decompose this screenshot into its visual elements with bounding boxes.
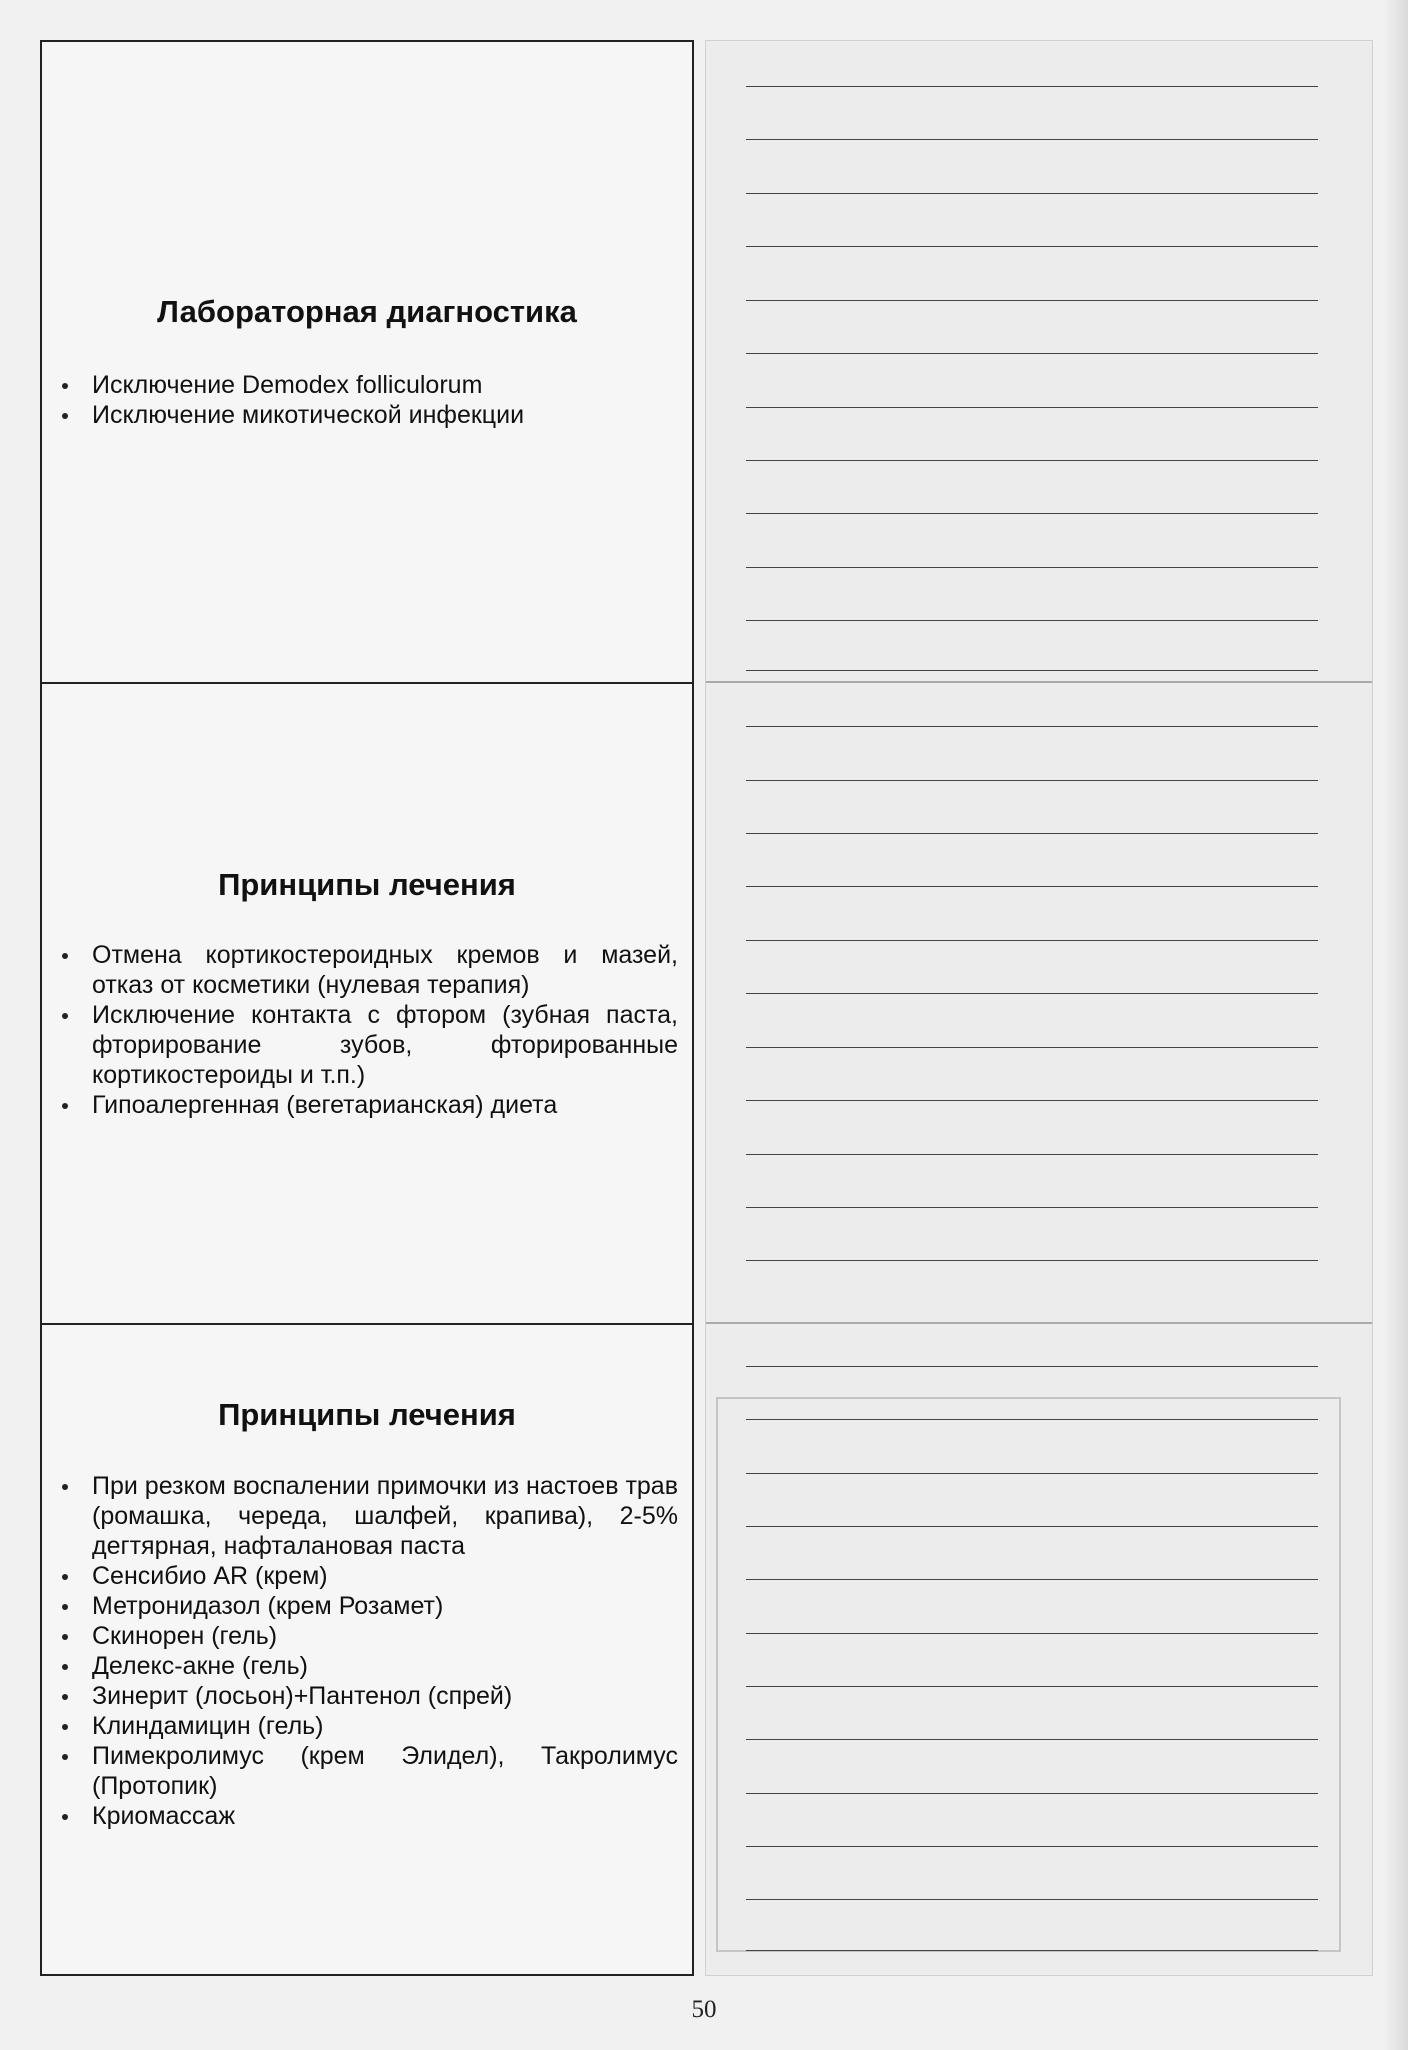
bullet-list — [56, 1471, 678, 1831]
list-item: Скинорен (гель) — [56, 1621, 678, 1651]
note-line — [746, 1579, 1318, 1580]
slide-laboratory-diagnostics — [42, 42, 692, 682]
bullet-list — [56, 370, 678, 430]
list-item: Пимекролимус (крем Элидел), Такролимус (Протопик) — [56, 1741, 678, 1801]
scan-edge-shadow — [1384, 0, 1408, 2050]
note-line — [746, 1207, 1318, 1208]
note-line — [746, 1047, 1318, 1048]
list-item: Гипоалергенная (вегетарианская) диета — [56, 1090, 678, 1120]
note-line — [746, 1899, 1318, 1900]
note-line — [746, 513, 1318, 514]
note-line — [746, 246, 1318, 247]
note-line — [746, 1260, 1318, 1261]
list-item: Криомассаж — [56, 1801, 678, 1831]
note-line — [746, 1633, 1318, 1634]
slides-column — [40, 40, 694, 1976]
list-item: Исключение контакта с фтором (зубная паста, фторирование зубов, фторированные кортикостероиды и т.п.) — [56, 1000, 678, 1090]
note-line — [746, 139, 1318, 140]
note-line — [746, 86, 1318, 87]
note-line — [746, 1100, 1318, 1101]
bleed-through-table-frame — [716, 1397, 1341, 1952]
note-line — [746, 1419, 1318, 1420]
note-line — [746, 940, 1318, 941]
list-item: Отмена кортикостероидных кремов и мазей, отказ от косметики (нулевая терапия) — [56, 940, 678, 1000]
note-line — [746, 407, 1318, 408]
notes-column — [705, 40, 1373, 1976]
note-line — [746, 726, 1318, 727]
slide-title: Принципы лечения — [218, 1397, 516, 1432]
note-line — [746, 300, 1318, 301]
note-line — [746, 620, 1318, 621]
list-item: Делекс-акне (гель) — [56, 1651, 678, 1681]
slide-treatment-principles-1 — [42, 682, 692, 1323]
note-line — [746, 567, 1318, 568]
slide-title: Принципы лечения — [218, 867, 516, 902]
list-item: Исключение микотической инфекции — [56, 400, 678, 430]
section-divider — [706, 681, 1372, 683]
note-line — [746, 193, 1318, 194]
list-item: При резком воспалении примочки из настоев трав (ромашка, череда, шалфей, крапива), 2-5% дегтярная, нафталановая паста — [56, 1471, 678, 1561]
note-line — [746, 353, 1318, 354]
note-line — [746, 886, 1318, 887]
note-line — [746, 1526, 1318, 1527]
note-line — [746, 1154, 1318, 1155]
section-divider — [706, 1322, 1372, 1324]
bullet-list — [56, 940, 678, 1120]
note-line — [746, 833, 1318, 834]
note-line — [746, 1739, 1318, 1740]
note-line — [746, 460, 1318, 461]
list-item: Сенсибио AR (крем) — [56, 1561, 678, 1591]
note-line — [746, 670, 1318, 671]
note-line — [746, 1846, 1318, 1847]
note-line — [746, 1793, 1318, 1794]
list-item: Метронидазол (крем Розамет) — [56, 1591, 678, 1621]
list-item: Исключение Demodex folliculorum — [56, 370, 678, 400]
slide-treatment-principles-2 — [42, 1323, 692, 1976]
note-line — [746, 1366, 1318, 1367]
note-line — [746, 1950, 1318, 1951]
list-item: Клиндамицин (гель) — [56, 1711, 678, 1741]
note-line — [746, 993, 1318, 994]
note-line — [746, 780, 1318, 781]
list-item: Зинерит (лосьон)+Пантенол (спрей) — [56, 1681, 678, 1711]
note-line — [746, 1686, 1318, 1687]
slide-title: Лабораторная диагностика — [157, 294, 577, 329]
page-number: 50 — [691, 1996, 717, 2023]
note-line — [746, 1473, 1318, 1474]
